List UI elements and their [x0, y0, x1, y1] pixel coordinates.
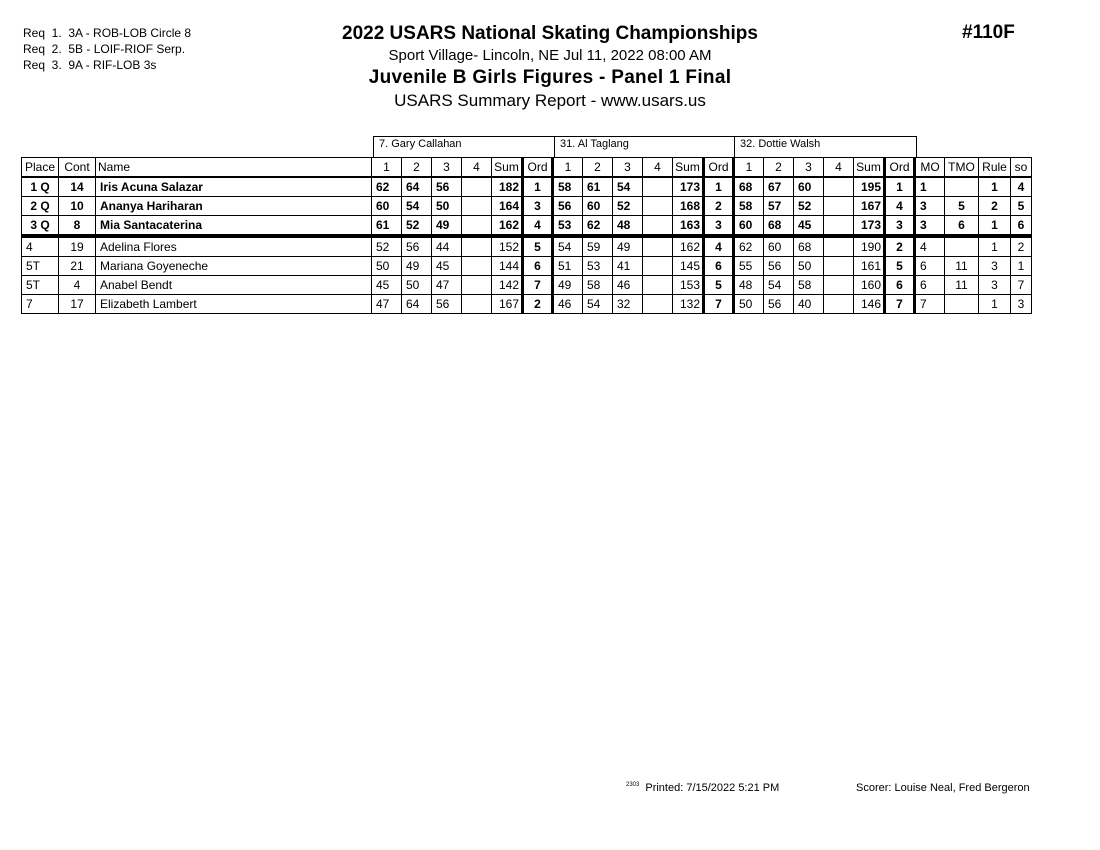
header-mo: MO — [915, 158, 945, 178]
sum-cell: 162 — [673, 236, 704, 257]
tmo-cell — [945, 177, 979, 197]
score-cell: 50 — [794, 257, 824, 276]
tmo-cell: 11 — [945, 276, 979, 295]
score-cell: 52 — [613, 197, 643, 216]
score-cell — [824, 257, 854, 276]
score-cell: 56 — [432, 295, 462, 314]
score-cell: 47 — [432, 276, 462, 295]
score-cell — [824, 177, 854, 197]
judge-header — [373, 136, 917, 158]
header-tmo: TMO — [945, 158, 979, 178]
header-j3-fig1: 1 — [734, 158, 764, 178]
score-cell: 49 — [402, 257, 432, 276]
score-cell — [462, 177, 492, 197]
ord-cell: 2 — [704, 197, 734, 216]
name-cell: Iris Acuna Salazar — [96, 177, 372, 197]
score-cell: 60 — [372, 197, 402, 216]
table-row — [22, 276, 1032, 295]
score-cell — [824, 276, 854, 295]
ord-cell: 1 — [523, 177, 553, 197]
ord-cell: 3 — [523, 197, 553, 216]
mo-cell: 6 — [915, 257, 945, 276]
ord-cell: 6 — [523, 257, 553, 276]
name-cell: Ananya Hariharan — [96, 197, 372, 216]
requirement-3: Req 3. 9A - RIF-LOB 3s — [23, 58, 157, 72]
score-cell: 62 — [734, 236, 764, 257]
judge-2-name: 31. Al Taglang — [555, 137, 735, 157]
score-cell: 62 — [583, 216, 613, 237]
score-cell: 41 — [613, 257, 643, 276]
score-cell: 61 — [583, 177, 613, 197]
report-code: 2303 — [626, 782, 640, 788]
score-cell: 56 — [432, 177, 462, 197]
score-cell: 60 — [734, 216, 764, 237]
score-cell: 50 — [372, 257, 402, 276]
place-cell: 1 Q — [22, 177, 59, 197]
score-cell — [643, 236, 673, 257]
place-cell: 2 Q — [22, 197, 59, 216]
header-j1-fig3: 3 — [432, 158, 462, 178]
so-cell: 3 — [1011, 295, 1032, 314]
sum-cell: 146 — [854, 295, 885, 314]
venue-date: Sport Village- Lincoln, NE Jul 11, 2022 08:00 AM — [388, 47, 712, 64]
place-cell: 5T — [22, 276, 59, 295]
header-j2-fig2: 2 — [583, 158, 613, 178]
scorer-info: Scorer: Louise Neal, Fred Bergeron — [856, 782, 1030, 794]
sum-cell: 132 — [673, 295, 704, 314]
ord-cell: 6 — [885, 276, 915, 295]
score-cell — [643, 295, 673, 314]
judge-1-name: 7. Gary Callahan — [374, 137, 555, 157]
score-cell — [824, 295, 854, 314]
score-cell: 54 — [402, 197, 432, 216]
name-cell: Adelina Flores — [96, 236, 372, 257]
header-so: so — [1011, 158, 1032, 178]
so-cell: 5 — [1011, 197, 1032, 216]
tmo-cell — [945, 236, 979, 257]
sum-cell: 167 — [492, 295, 523, 314]
place-cell: 4 — [22, 236, 59, 257]
score-cell: 64 — [402, 295, 432, 314]
score-cell: 56 — [764, 295, 794, 314]
score-cell: 46 — [553, 295, 583, 314]
score-cell: 60 — [794, 177, 824, 197]
results-table — [21, 157, 1032, 314]
score-cell: 52 — [372, 236, 402, 257]
tmo-cell: 11 — [945, 257, 979, 276]
header-j1-fig2: 2 — [402, 158, 432, 178]
tmo-cell — [945, 295, 979, 314]
score-cell — [462, 276, 492, 295]
so-cell: 1 — [1011, 257, 1032, 276]
score-cell: 49 — [553, 276, 583, 295]
header-place: Place — [22, 158, 59, 178]
header-j3-fig3: 3 — [794, 158, 824, 178]
rule-cell: 1 — [979, 295, 1011, 314]
table-row — [22, 177, 1032, 197]
name-cell: Elizabeth Lambert — [96, 295, 372, 314]
header-j2-sum: Sum — [673, 158, 704, 178]
score-cell: 52 — [402, 216, 432, 237]
table-row — [22, 257, 1032, 276]
sum-cell: 162 — [492, 216, 523, 237]
score-cell — [462, 295, 492, 314]
ord-cell: 5 — [885, 257, 915, 276]
sum-cell: 145 — [673, 257, 704, 276]
sum-cell: 160 — [854, 276, 885, 295]
score-cell — [462, 236, 492, 257]
header-j1-sum: Sum — [492, 158, 523, 178]
sum-cell: 182 — [492, 177, 523, 197]
sum-cell: 164 — [492, 197, 523, 216]
judge-3-name: 32. Dottie Walsh — [740, 138, 821, 150]
score-cell: 67 — [764, 177, 794, 197]
event-title: Juvenile B Girls Figures - Panel 1 Final — [368, 67, 732, 88]
score-cell: 54 — [553, 236, 583, 257]
score-cell: 53 — [553, 216, 583, 237]
name-cell: Mariana Goyeneche — [96, 257, 372, 276]
rule-cell: 3 — [979, 276, 1011, 295]
score-cell — [824, 236, 854, 257]
score-cell: 46 — [613, 276, 643, 295]
score-cell: 56 — [764, 257, 794, 276]
score-cell — [462, 197, 492, 216]
cont-cell: 14 — [59, 177, 96, 197]
print-info — [626, 782, 779, 794]
sum-cell: 168 — [673, 197, 704, 216]
name-cell: Mia Santacaterina — [96, 216, 372, 237]
table-row — [22, 216, 1032, 237]
sum-cell: 195 — [854, 177, 885, 197]
header-j3-fig4: 4 — [824, 158, 854, 178]
score-cell: 45 — [432, 257, 462, 276]
score-cell: 49 — [432, 216, 462, 237]
score-cell: 52 — [794, 197, 824, 216]
table-row — [22, 236, 1032, 257]
ord-cell: 3 — [704, 216, 734, 237]
mo-cell: 6 — [915, 276, 945, 295]
score-cell: 51 — [553, 257, 583, 276]
sum-cell: 167 — [854, 197, 885, 216]
rule-cell: 1 — [979, 216, 1011, 237]
cont-cell: 19 — [59, 236, 96, 257]
ord-cell: 5 — [523, 236, 553, 257]
score-cell — [643, 177, 673, 197]
cont-cell: 8 — [59, 216, 96, 237]
score-cell: 44 — [432, 236, 462, 257]
score-cell: 40 — [794, 295, 824, 314]
ord-cell: 7 — [704, 295, 734, 314]
score-cell: 60 — [764, 236, 794, 257]
header-j1-fig4: 4 — [462, 158, 492, 178]
cont-cell: 4 — [59, 276, 96, 295]
header-j3-sum: Sum — [854, 158, 885, 178]
header-j1-ord: Ord — [523, 158, 553, 178]
score-cell: 45 — [372, 276, 402, 295]
score-cell: 58 — [583, 276, 613, 295]
requirement-1: Req 1. 3A - ROB-LOB Circle 8 — [23, 26, 192, 40]
ord-cell: 5 — [704, 276, 734, 295]
sum-cell: 142 — [492, 276, 523, 295]
so-cell: 6 — [1011, 216, 1032, 237]
report-header — [300, 22, 800, 112]
score-cell — [824, 197, 854, 216]
rule-cell: 2 — [979, 197, 1011, 216]
ord-cell: 3 — [885, 216, 915, 237]
score-cell: 60 — [583, 197, 613, 216]
header-j2-ord: Ord — [704, 158, 734, 178]
mo-cell: 7 — [915, 295, 945, 314]
header-j2-fig3: 3 — [613, 158, 643, 178]
ord-cell: 7 — [523, 276, 553, 295]
ord-cell: 2 — [885, 236, 915, 257]
ord-cell: 6 — [704, 257, 734, 276]
score-cell: 68 — [794, 236, 824, 257]
rule-cell: 1 — [979, 236, 1011, 257]
ord-cell: 4 — [704, 236, 734, 257]
rule-cell: 1 — [979, 177, 1011, 197]
sum-cell: 173 — [673, 177, 704, 197]
score-cell: 58 — [794, 276, 824, 295]
score-cell: 50 — [402, 276, 432, 295]
place-cell: 7 — [22, 295, 59, 314]
score-cell: 56 — [553, 197, 583, 216]
score-cell: 50 — [734, 295, 764, 314]
score-cell: 68 — [764, 216, 794, 237]
score-cell: 54 — [764, 276, 794, 295]
score-cell: 48 — [613, 216, 643, 237]
score-cell: 62 — [372, 177, 402, 197]
score-cell: 55 — [734, 257, 764, 276]
place-cell: 3 Q — [22, 216, 59, 237]
so-cell: 4 — [1011, 177, 1032, 197]
requirement-2: Req 2. 5B - LOIF-RIOF Serp. — [23, 42, 186, 56]
header-j2-fig4: 4 — [643, 158, 673, 178]
header-cont: Cont — [59, 158, 96, 178]
score-cell — [643, 197, 673, 216]
score-cell: 32 — [613, 295, 643, 314]
printed-timestamp: Printed: 7/15/2022 5:21 PM — [645, 782, 780, 794]
sum-cell: 152 — [492, 236, 523, 257]
score-cell: 57 — [764, 197, 794, 216]
score-cell: 54 — [613, 177, 643, 197]
score-cell: 45 — [794, 216, 824, 237]
cont-cell: 21 — [59, 257, 96, 276]
sum-cell: 190 — [854, 236, 885, 257]
sum-cell: 161 — [854, 257, 885, 276]
report-name: USARS Summary Report - www.usars.us — [394, 91, 706, 110]
header-rule: Rule — [979, 158, 1011, 178]
ord-cell: 4 — [523, 216, 553, 237]
mo-cell: 3 — [915, 216, 945, 237]
score-cell — [643, 216, 673, 237]
rule-cell: 3 — [979, 257, 1011, 276]
ord-cell: 2 — [523, 295, 553, 314]
score-cell: 47 — [372, 295, 402, 314]
score-cell — [643, 257, 673, 276]
score-cell — [462, 216, 492, 237]
table-row — [22, 295, 1032, 314]
score-cell: 61 — [372, 216, 402, 237]
score-cell: 58 — [553, 177, 583, 197]
requirements-list — [23, 25, 191, 73]
mo-cell: 4 — [915, 236, 945, 257]
score-cell: 54 — [583, 295, 613, 314]
header-j2-fig1: 1 — [553, 158, 583, 178]
sum-cell: 144 — [492, 257, 523, 276]
cont-cell: 17 — [59, 295, 96, 314]
score-cell: 53 — [583, 257, 613, 276]
score-cell — [462, 257, 492, 276]
sum-cell: 163 — [673, 216, 704, 237]
tmo-cell: 5 — [945, 197, 979, 216]
header-j3-fig2: 2 — [764, 158, 794, 178]
table-row — [22, 197, 1032, 216]
ord-cell: 1 — [885, 177, 915, 197]
score-cell: 64 — [402, 177, 432, 197]
score-cell: 56 — [402, 236, 432, 257]
ord-cell: 7 — [885, 295, 915, 314]
cont-cell: 10 — [59, 197, 96, 216]
header-j3-ord: Ord — [885, 158, 915, 178]
score-cell: 48 — [734, 276, 764, 295]
score-cell — [824, 216, 854, 237]
table-header-row — [22, 158, 1032, 178]
score-cell: 49 — [613, 236, 643, 257]
championship-title: 2022 USARS National Skating Championships — [342, 23, 758, 44]
score-cell: 59 — [583, 236, 613, 257]
score-cell: 58 — [734, 197, 764, 216]
tmo-cell: 6 — [945, 216, 979, 237]
ord-cell: 4 — [885, 197, 915, 216]
score-cell: 68 — [734, 177, 764, 197]
place-cell: 5T — [22, 257, 59, 276]
header-j1-fig1: 1 — [372, 158, 402, 178]
score-cell: 50 — [432, 197, 462, 216]
mo-cell: 3 — [915, 197, 945, 216]
sum-cell: 153 — [673, 276, 704, 295]
mo-cell: 1 — [915, 177, 945, 197]
so-cell: 7 — [1011, 276, 1032, 295]
sum-cell: 173 — [854, 216, 885, 237]
ord-cell: 1 — [704, 177, 734, 197]
header-name: Name — [96, 158, 372, 178]
so-cell: 2 — [1011, 236, 1032, 257]
score-cell — [643, 276, 673, 295]
event-number: #110F — [962, 22, 1015, 43]
name-cell: Anabel Bendt — [96, 276, 372, 295]
